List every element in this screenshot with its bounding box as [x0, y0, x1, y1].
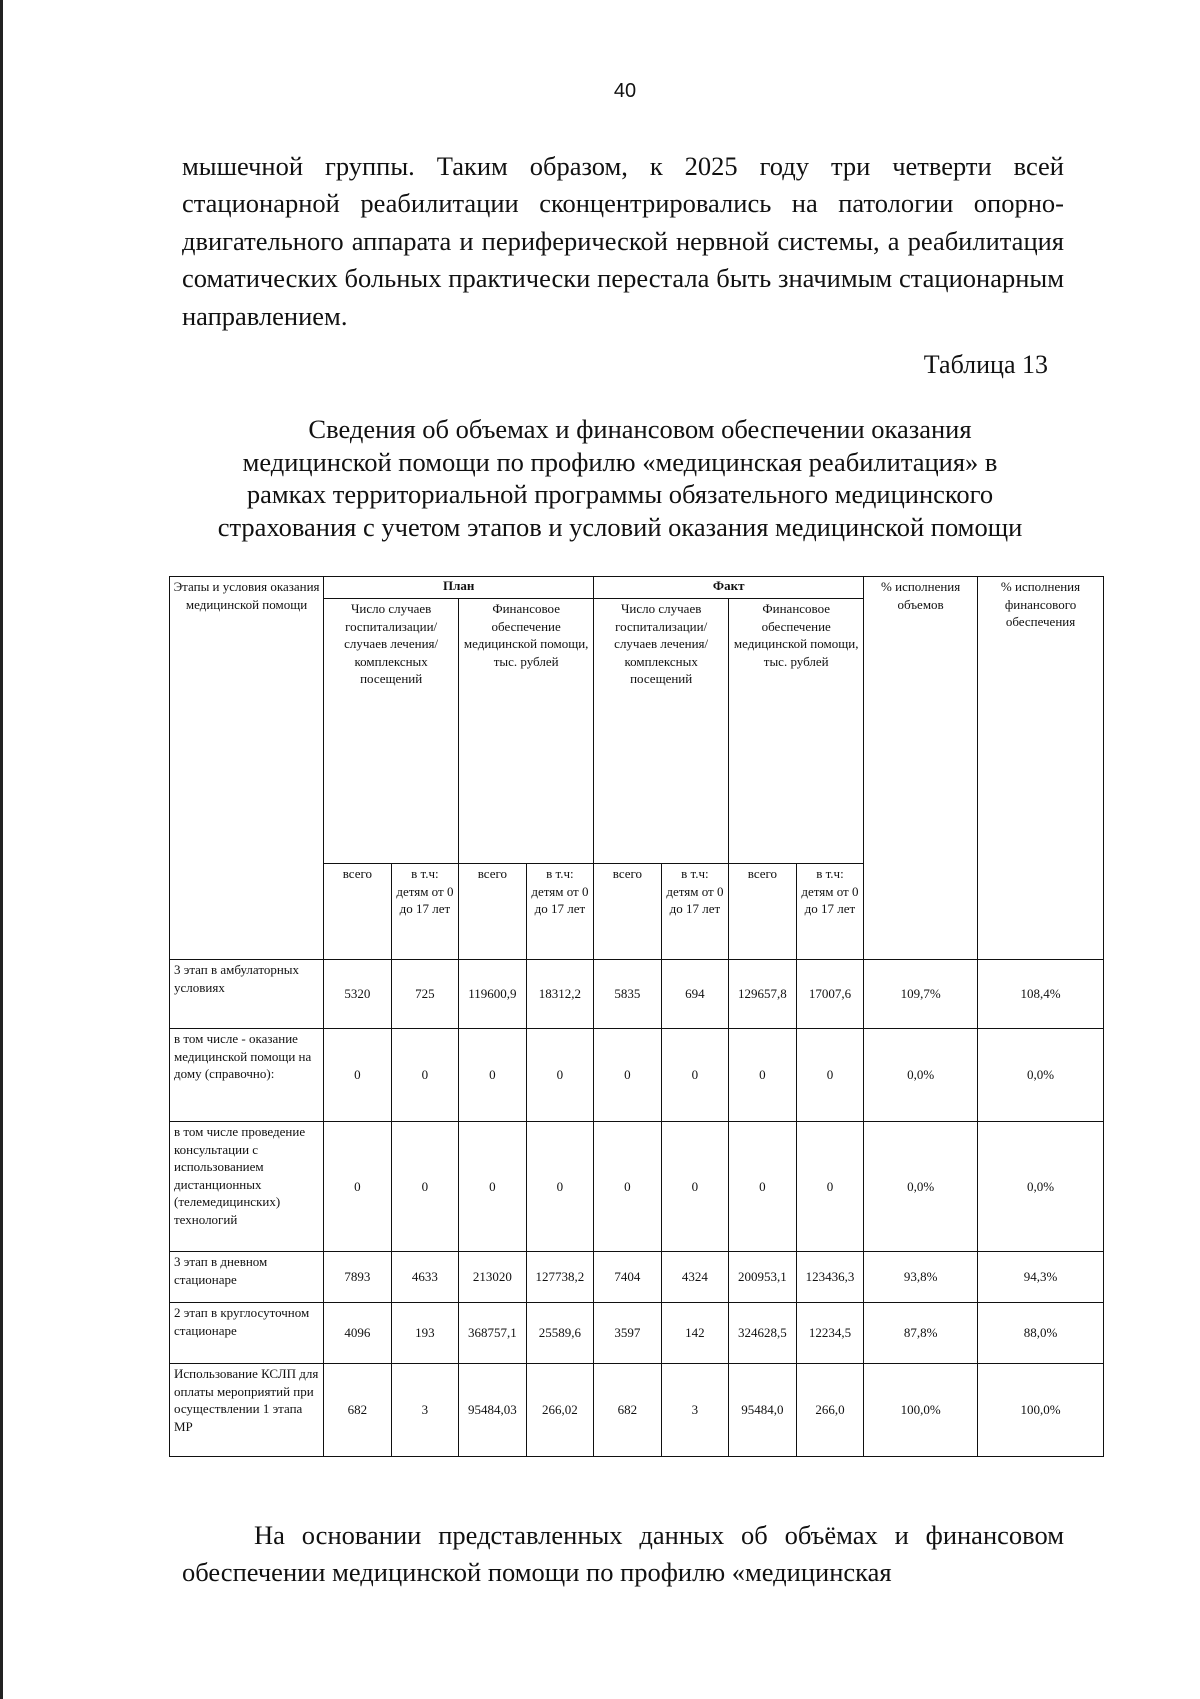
header-stage: Этапы и условия оказания медицинской помощи	[170, 577, 324, 960]
cell-plan-cases-children: 0	[391, 1029, 459, 1122]
cell-plan-finance-total: 95484,03	[459, 1364, 527, 1457]
cell-plan-cases-children: 0	[391, 1122, 459, 1252]
cell-fact-finance-children: 123436,3	[796, 1252, 864, 1303]
cell-plan-finance-total: 213020	[459, 1252, 527, 1303]
cell-pct-finance: 88,0%	[978, 1303, 1104, 1364]
cell-pct-finance: 0,0%	[978, 1122, 1104, 1252]
table-caption-line: страхования с учетом этапов и условий оказания медицинской помощи	[217, 511, 1023, 542]
header-total: всего	[459, 864, 527, 960]
cell-plan-finance-total: 0	[459, 1122, 527, 1252]
cell-pct-volume: 0,0%	[864, 1122, 978, 1252]
cell-fact-finance-children: 17007,6	[796, 960, 864, 1029]
table-caption-line: Сведения об объемах и финансовом обеспечении оказания	[308, 414, 972, 444]
cell-fact-cases-total: 7404	[594, 1252, 662, 1303]
cell-fact-cases-children: 0	[661, 1122, 729, 1252]
cell-fact-cases-total: 0	[594, 1122, 662, 1252]
header-plan-finance: Финансовое обеспечение медицинской помощи, тыс. рублей	[459, 599, 594, 864]
page-left-edge	[0, 0, 3, 1699]
cell-plan-cases-total: 0	[324, 1122, 392, 1252]
table-row	[170, 1252, 1104, 1303]
cell-pct-finance: 108,4%	[978, 960, 1104, 1029]
closing-paragraph: На основании представленных данных об объёмах и финансовом обеспечении медицинской помощи по профилю «медицинская	[182, 1519, 1064, 1587]
table-caption-line: рамках территориальной программы обязательного медицинского	[246, 479, 994, 509]
header-plan-cases: Число случаев госпитализации/ случаев лечения/ комплексных посещений	[324, 599, 459, 864]
row-stage: 3 этап в амбулаторных условиях	[170, 960, 324, 1029]
cell-fact-cases-children: 3	[661, 1364, 729, 1457]
cell-fact-cases-children: 4324	[661, 1252, 729, 1303]
cell-fact-cases-total: 0	[594, 1029, 662, 1122]
table-label: Таблица 13	[923, 350, 1048, 379]
rehabilitation-table	[169, 576, 1104, 1457]
table-row	[170, 1122, 1104, 1252]
cell-plan-cases-children: 193	[391, 1303, 459, 1364]
cell-pct-volume: 93,8%	[864, 1252, 978, 1303]
cell-fact-cases-children: 142	[661, 1303, 729, 1364]
header-pct-finance: % исполнения финансового обеспечения	[978, 577, 1104, 960]
header-fact-finance: Финансовое обеспечение медицинской помощи, тыс. рублей	[729, 599, 864, 864]
cell-pct-volume: 109,7%	[864, 960, 978, 1029]
table-caption	[140, 413, 1100, 543]
row-stage: Использование КСЛП для оплаты мероприятий при осуществлении 1 этапа МР	[170, 1364, 324, 1457]
row-stage: в том числе - оказание медицинской помощи на дому (справочно):	[170, 1029, 324, 1122]
cell-fact-finance-children: 266,0	[796, 1364, 864, 1457]
cell-fact-cases-total: 5835	[594, 960, 662, 1029]
cell-fact-finance-total: 200953,1	[729, 1252, 797, 1303]
cell-plan-cases-total: 0	[324, 1029, 392, 1122]
cell-plan-finance-total: 0	[459, 1029, 527, 1122]
cell-plan-cases-total: 7893	[324, 1252, 392, 1303]
cell-pct-volume: 0,0%	[864, 1029, 978, 1122]
cell-plan-finance-children: 0	[526, 1122, 594, 1252]
cell-pct-volume: 87,8%	[864, 1303, 978, 1364]
cell-fact-cases-children: 694	[661, 960, 729, 1029]
cell-fact-finance-children: 0	[796, 1122, 864, 1252]
cell-plan-finance-children: 0	[526, 1029, 594, 1122]
cell-fact-finance-total: 324628,5	[729, 1303, 797, 1364]
cell-fact-finance-total: 95484,0	[729, 1364, 797, 1457]
cell-plan-cases-children: 3	[391, 1364, 459, 1457]
table-caption-line: медицинской помощи по профилю «медицинская реабилитация» в	[242, 446, 998, 477]
row-stage: 2 этап в круглосуточном стационаре	[170, 1303, 324, 1364]
cell-pct-volume: 100,0%	[864, 1364, 978, 1457]
cell-fact-cases-children: 0	[661, 1029, 729, 1122]
cell-fact-cases-total: 682	[594, 1364, 662, 1457]
table-row	[170, 1364, 1104, 1457]
header-total: всего	[729, 864, 797, 960]
cell-plan-finance-total: 368757,1	[459, 1303, 527, 1364]
header-fact: Факт	[594, 577, 864, 599]
cell-plan-cases-total: 5320	[324, 960, 392, 1029]
header-total: всего	[594, 864, 662, 960]
header-fact-cases: Число случаев госпитализации/ случаев лечения/ комплексных посещений	[594, 599, 729, 864]
cell-pct-finance: 94,3%	[978, 1252, 1104, 1303]
cell-fact-finance-total: 0	[729, 1122, 797, 1252]
cell-pct-finance: 0,0%	[978, 1029, 1104, 1122]
cell-plan-cases-total: 682	[324, 1364, 392, 1457]
header-plan: План	[324, 577, 594, 599]
cell-plan-finance-total: 119600,9	[459, 960, 527, 1029]
cell-plan-finance-children: 25589,6	[526, 1303, 594, 1364]
header-children: в т.ч: детям от 0 до 17 лет	[796, 864, 864, 960]
cell-fact-finance-children: 12234,5	[796, 1303, 864, 1364]
header-children: в т.ч: детям от 0 до 17 лет	[391, 864, 459, 960]
cell-plan-finance-children: 127738,2	[526, 1252, 594, 1303]
table-row	[170, 1029, 1104, 1122]
cell-plan-finance-children: 18312,2	[526, 960, 594, 1029]
table-row	[170, 1303, 1104, 1364]
table-row	[170, 960, 1104, 1029]
cell-plan-cases-total: 4096	[324, 1303, 392, 1364]
cell-plan-cases-children: 4633	[391, 1252, 459, 1303]
cell-plan-finance-children: 266,02	[526, 1364, 594, 1457]
cell-pct-finance: 100,0%	[978, 1364, 1104, 1457]
cell-fact-finance-total: 129657,8	[729, 960, 797, 1029]
cell-fact-finance-children: 0	[796, 1029, 864, 1122]
header-total: всего	[324, 864, 392, 960]
cell-fact-finance-total: 0	[729, 1029, 797, 1122]
row-stage: в том числе проведение консультации с использованием дистанционных (телемедицинских) технологий	[170, 1122, 324, 1252]
cell-fact-cases-total: 3597	[594, 1303, 662, 1364]
row-stage: 3 этап в дневном стационаре	[170, 1252, 324, 1303]
header-children: в т.ч: детям от 0 до 17 лет	[526, 864, 594, 960]
intro-paragraph: мышечной группы. Таким образом, к 2025 году три четверти всей стационарной реабилитации сконцентрировались на патологии опорно-двигательного аппарата и периферической нервной системы, а реабилитация соматических больных практически перестала быть значимым стационарным направлением.	[182, 150, 1064, 331]
page-number: 40	[613, 80, 637, 102]
header-children: в т.ч: детям от 0 до 17 лет	[661, 864, 729, 960]
header-pct-volume: % исполнения объемов	[864, 577, 978, 960]
cell-plan-cases-children: 725	[391, 960, 459, 1029]
